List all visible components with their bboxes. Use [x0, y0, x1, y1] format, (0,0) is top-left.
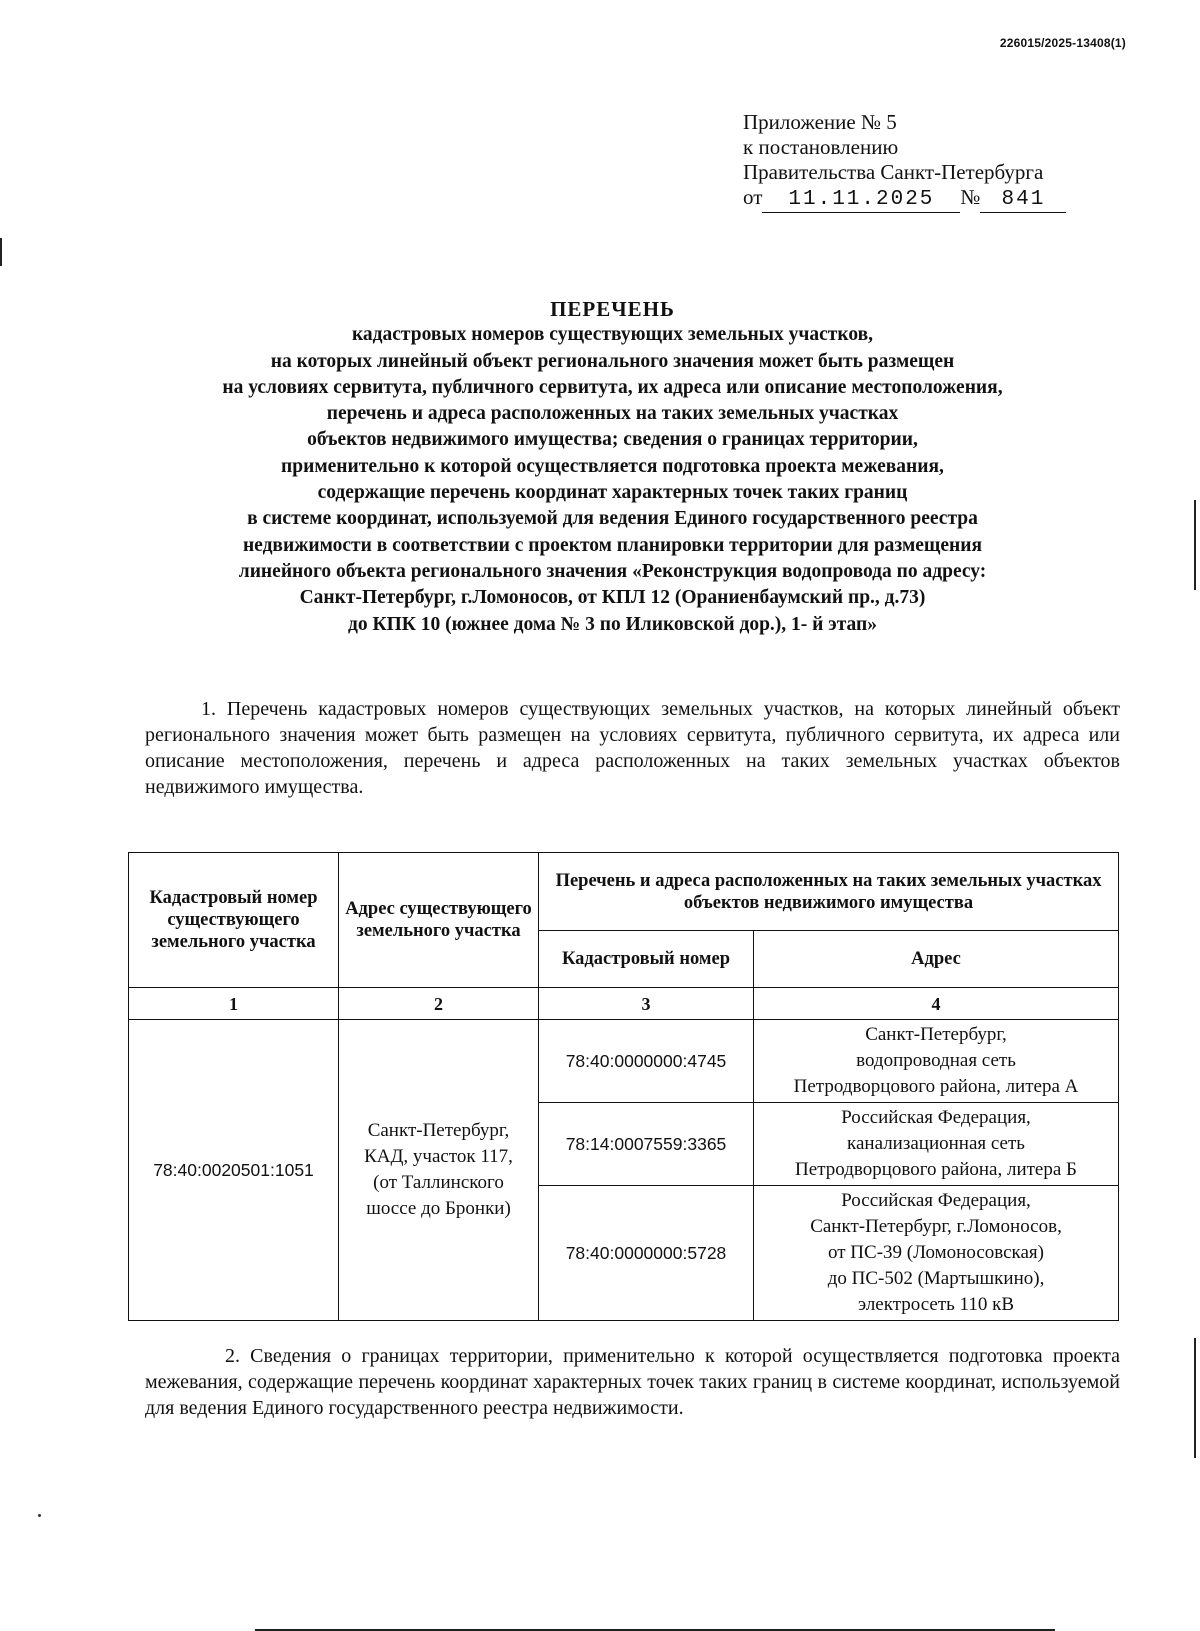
- parcel-address-line: (от Таллинского: [373, 1172, 504, 1193]
- column-number: 4: [754, 988, 1119, 1020]
- document-id: 226015/2025-13408(1): [999, 36, 1126, 50]
- appendix-date-line: [743, 185, 1143, 213]
- scan-artifact-line: [1194, 1338, 1196, 1458]
- object-address-line: Санкт-Петербург,: [865, 1024, 1007, 1045]
- header-object-address: Адрес: [754, 931, 1119, 988]
- parcel-address: [339, 1020, 539, 1321]
- number-prefix: №: [960, 185, 981, 209]
- table-row: [129, 1020, 1119, 1103]
- object-address-line: Петродворцового района, литера А: [793, 1076, 1079, 1097]
- title-line: перечень и адреса расположенных на таких земельных участках: [326, 403, 899, 425]
- title-line: на условиях сервитута, публичного сервитута, их адреса или описание местоположения,: [222, 376, 1003, 398]
- title-line: в системе координат, используемой для ведения Единого государственного реестра: [247, 508, 978, 530]
- object-cadastral-number: 78:14:0007559:3365: [539, 1103, 754, 1186]
- appendix-government: Правительства Санкт-Петербурга: [743, 160, 1044, 184]
- title-line: недвижимости в соответствии с проектом планировки территории для размещения: [242, 534, 983, 556]
- title-line: до КПК 10 (южнее дома № 3 по Иликовской дор.), 1- й этап»: [347, 613, 877, 635]
- scan-artifact-dot: [38, 1514, 41, 1517]
- object-address-line: канализационная сеть: [847, 1133, 1025, 1154]
- appendix-block: [743, 110, 1143, 213]
- object-address: [754, 1186, 1119, 1321]
- object-address-line: электросеть 110 кВ: [858, 1294, 1014, 1315]
- title-line: линейного объекта регионального значения «Реконструкция водопровода по адресу:: [238, 560, 987, 582]
- title-line: содержащие перечень координат характерных точек таких границ: [317, 482, 908, 504]
- title-line: кадастровых номеров существующих земельных участков,: [351, 324, 874, 346]
- date-prefix: от: [743, 185, 763, 209]
- header-parcel-number: Кадастровый номер существующего земельного участка: [129, 853, 339, 988]
- parcel-address-line: КАД, участок 117,: [364, 1146, 513, 1167]
- header-object-cadastral: Кадастровый номер: [539, 931, 754, 988]
- object-address-line: Санкт-Петербург, г.Ломоносов,: [810, 1216, 1062, 1237]
- cadastral-table: [128, 852, 1119, 1321]
- paragraph-1: 1. Перечень кадастровых номеров существующих земельных участков, на которых линейный объект регионального значения может быть размещен на условиях сервитута, публичного сервитута, их адреса или описание местоположения, перечень и адреса расположенных на таких земельных участках объектов недвижимого имущества.: [145, 698, 1120, 798]
- title-heading: ПЕРЕЧЕНЬ: [550, 297, 675, 321]
- object-address: [754, 1103, 1119, 1186]
- parcel-cadastral-number: 78:40:0020501:1051: [129, 1020, 339, 1321]
- parcel-address-line: Санкт-Петербург,: [367, 1120, 510, 1141]
- scan-artifact-line: [1194, 500, 1196, 590]
- document-title: [120, 296, 1105, 638]
- title-line: на которых линейный объект регионального значения может быть размещен: [270, 350, 955, 372]
- title-line: Санкт-Петербург, г.Ломоносов, от КПЛ 12 (Ораниенбаумский пр., д.73): [299, 587, 926, 609]
- object-address: [754, 1020, 1119, 1103]
- object-address-line: Петродворцового района, литера Б: [795, 1159, 1077, 1180]
- title-line: объектов недвижимого имущества; сведения о границах территории,: [307, 429, 918, 451]
- title-line: применительно к которой осуществляется подготовка проекта межевания,: [281, 455, 944, 477]
- parcel-address-line: шоссе до Бронки): [366, 1198, 511, 1219]
- object-address-line: до ПС-502 (Мартышкино),: [827, 1268, 1045, 1289]
- object-address-line: водопроводная сеть: [856, 1050, 1016, 1071]
- appendix-number: Приложение № 5: [743, 110, 897, 134]
- resolution-number: 841: [980, 187, 1066, 213]
- resolution-date: 11.11.2025: [762, 187, 960, 213]
- header-parcel-address: Адрес существующего земельного участка: [339, 853, 539, 988]
- appendix-resolution-label: к постановлению: [743, 135, 899, 159]
- column-number: 2: [339, 988, 539, 1020]
- header-objects-group: Перечень и адреса расположенных на таких земельных участках объектов недвижимого имущества: [539, 853, 1119, 931]
- object-address-line: Российская Федерация,: [841, 1107, 1031, 1128]
- column-number: 3: [539, 988, 754, 1020]
- paragraph-2: 2. Сведения о границах территории, применительно к которой осуществляется подготовка проекта межевания, содержащие перечень координат характерных точек таких границ в системе координат, используемой для ведения Единого государственного реестра недвижимости.: [145, 1345, 1120, 1419]
- object-address-line: Российская Федерация,: [841, 1190, 1031, 1211]
- object-cadastral-number: 78:40:0000000:5728: [539, 1186, 754, 1321]
- object-cadastral-number: 78:40:0000000:4745: [539, 1020, 754, 1103]
- object-address-line: от ПС-39 (Ломоносовская): [828, 1242, 1044, 1263]
- column-number: 1: [129, 988, 339, 1020]
- scan-artifact-line: [0, 238, 2, 266]
